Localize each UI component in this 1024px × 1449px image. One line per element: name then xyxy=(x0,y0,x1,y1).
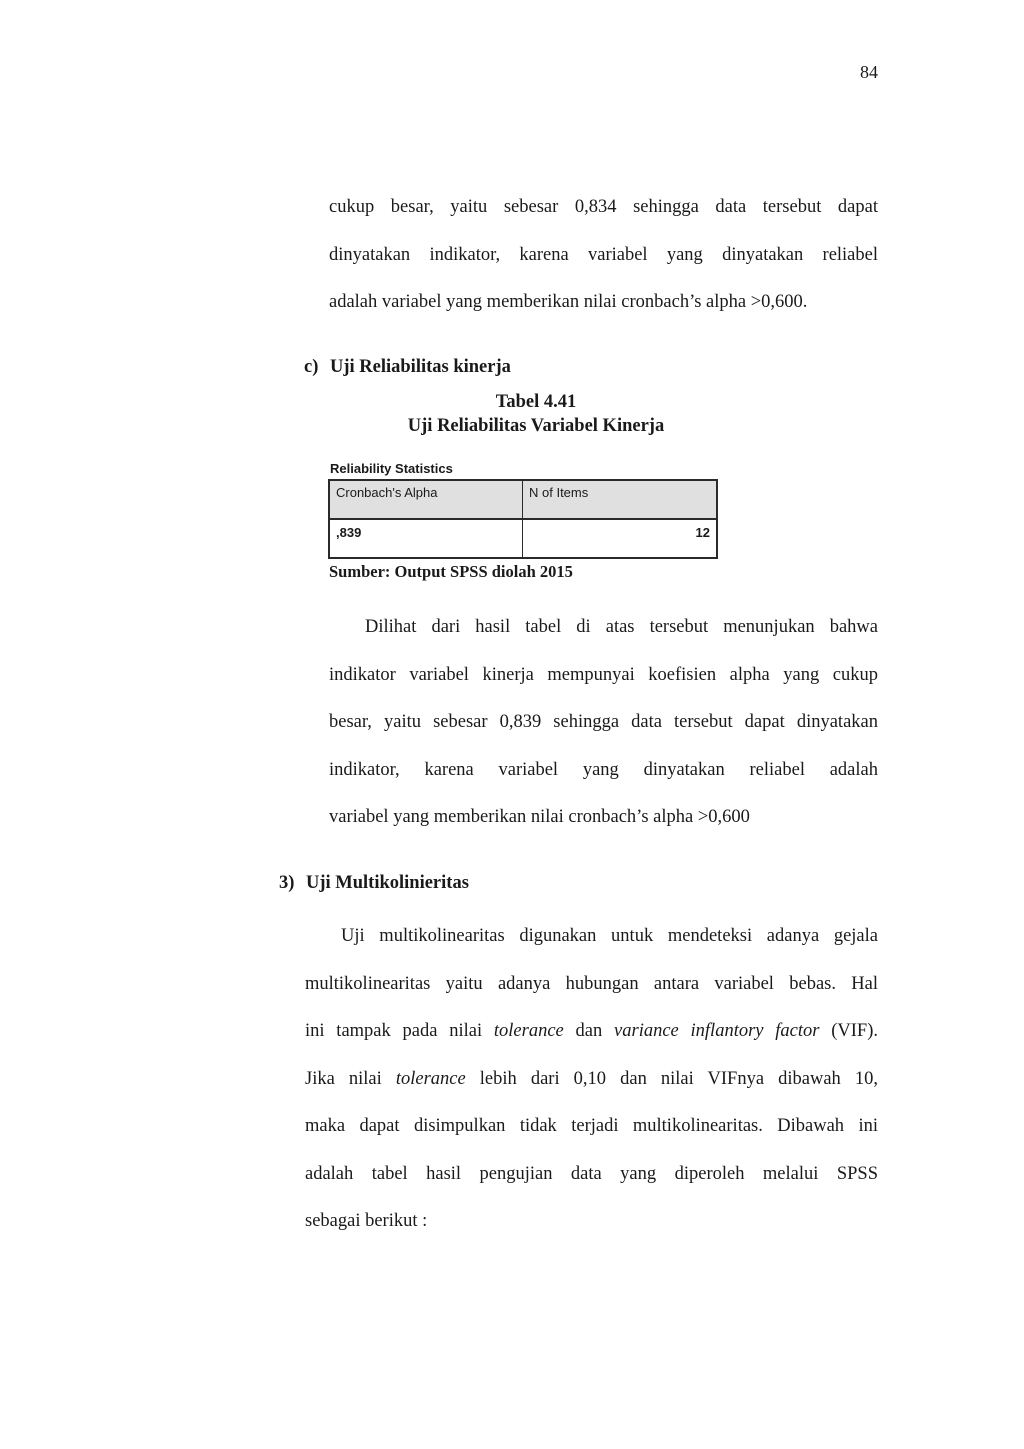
table-header-row xyxy=(330,481,716,520)
paragraph-cronbach-conclusion xyxy=(329,184,878,327)
paragraph-line: Dilihat dari hasil tabel di atas tersebut menunjukan bahwa xyxy=(365,617,878,637)
italic-term-vif: variance inflantory factor xyxy=(614,1021,820,1041)
page-number: 84 xyxy=(860,62,878,82)
text-segment: lebih dari 0,10 dan nilai VIFnya dibawah 10, xyxy=(465,1068,878,1089)
paragraph-line: Uji multikolinearitas digunakan untuk mendeteksi adanya gejala xyxy=(341,926,878,946)
italic-term-tolerance: tolerance xyxy=(395,1068,466,1089)
cell-cronbachs-alpha-value: ,839 xyxy=(330,520,523,557)
italic-term-tolerance: tolerance xyxy=(493,1021,564,1041)
paragraph-line: variabel yang memberikan nilai cronbach’s alpha >0,600 xyxy=(329,807,750,827)
text-segment: (VIF). xyxy=(819,1021,878,1041)
table-caption-title: Uji Reliabilitas Variabel Kinerja xyxy=(407,416,665,436)
paragraph-line xyxy=(305,1056,878,1104)
table-source-note: Sumber: Output SPSS diolah 2015 xyxy=(329,562,573,581)
paragraph-line: cukup besar, yaitu sebesar 0,834 sehingga data tersebut dapat xyxy=(329,197,878,217)
paragraph-line: adalah variabel yang memberikan nilai cronbach’s alpha >0,600. xyxy=(329,292,808,312)
text-segment: Jika nilai xyxy=(305,1068,396,1089)
paragraph-line: indikator, karena variabel yang dinyatakan reliabel adalah xyxy=(329,759,878,780)
section-title: Uji Reliabilitas kinerja xyxy=(330,357,511,377)
text-segment: ini tampak pada nilai xyxy=(305,1021,494,1041)
section-marker: c) xyxy=(304,357,319,377)
section-heading-uji-reliabilitas-kinerja xyxy=(304,357,511,378)
table-caption-number: Tabel 4.41 xyxy=(495,392,577,412)
text-segment: dan xyxy=(563,1021,615,1041)
column-header-cronbachs-alpha: Cronbach's Alpha xyxy=(330,481,523,518)
paragraph-multikolinearitas-explanation xyxy=(305,913,878,1246)
paragraph-line: besar, yaitu sebesar 0,839 sehingga data tersebut dapat dinyatakan xyxy=(329,712,878,732)
column-header-n-of-items: N of Items xyxy=(529,485,589,500)
paragraph-line: sebagai berikut : xyxy=(305,1211,428,1231)
cell-n-of-items-value: 12 xyxy=(695,525,710,540)
section-heading-uji-multikolinieritas xyxy=(279,873,469,894)
section-title: Uji Multikolinieritas xyxy=(306,873,469,893)
paragraph-line: adalah tabel hasil pengujian data yang diperoleh melalui SPSS xyxy=(305,1163,878,1184)
paragraph-table-interpretation xyxy=(329,604,878,842)
paragraph-line: dinyatakan indikator, karena variabel yang dinyatakan reliabel xyxy=(329,244,878,265)
paragraph-line: indikator variabel kinerja mempunyai koefisien alpha yang cukup xyxy=(329,664,878,685)
section-marker: 3) xyxy=(279,873,295,893)
paragraph-line xyxy=(305,1008,878,1056)
paragraph-line: maka dapat disimpulkan tidak terjadi multikolinearitas. Dibawah ini xyxy=(305,1116,878,1136)
reliability-statistics-table xyxy=(328,479,718,559)
paragraph-line: multikolinearitas yaitu adanya hubungan antara variabel bebas. Hal xyxy=(305,973,878,994)
table-row xyxy=(330,520,716,557)
spss-table-title: Reliability Statistics xyxy=(330,461,453,476)
